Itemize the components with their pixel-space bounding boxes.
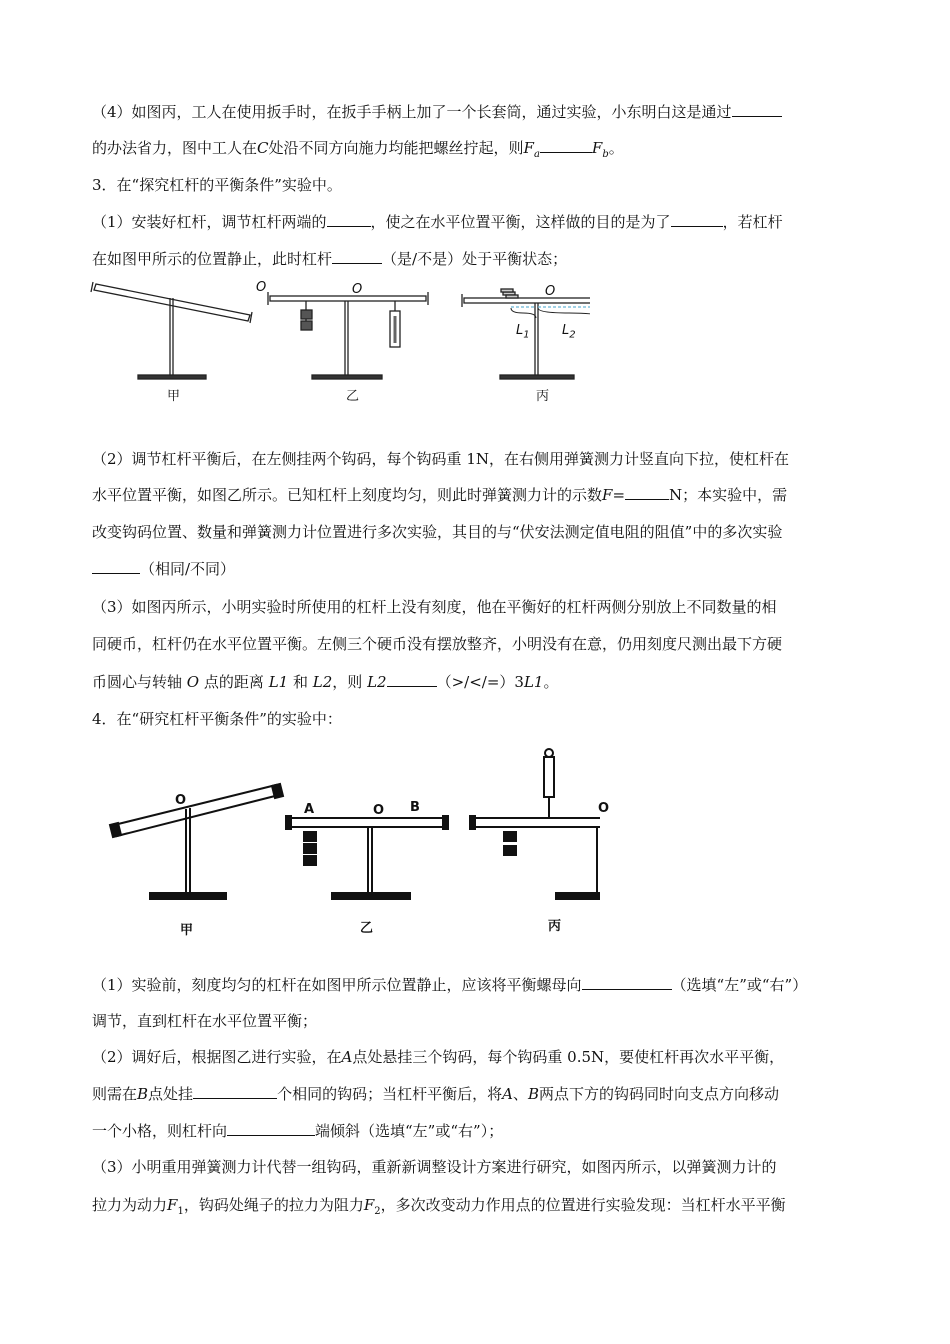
fig-label-O: O	[175, 793, 187, 808]
text: （>/</=）3	[436, 673, 524, 691]
fig-caption-jia: 甲	[167, 389, 181, 404]
text: 一个小格，则杠杆向	[92, 1122, 228, 1140]
q4-p2-line2	[92, 1084, 779, 1104]
fig-label-A: A	[304, 802, 315, 817]
q3-p3-line2: 同硬币，杠杆仍在水平位置平衡。左侧三个硬币没有摆放整齐，小明没有在意，仍用刻度尺测出最下方硬	[92, 635, 783, 653]
text: 水平位置平衡，如图乙所示。已知杠杆上刻度均匀，则此时弹簧测力计的示数	[92, 486, 603, 504]
lever-tilted	[91, 282, 252, 379]
answer-blank[interactable]	[193, 1084, 277, 1099]
text: ，钩码处绳子的拉力为阻力	[183, 1196, 364, 1214]
answer-blank[interactable]	[92, 559, 140, 574]
answer-blank[interactable]	[540, 138, 592, 153]
symbol: L2	[367, 673, 387, 691]
force-symbol: F	[363, 1196, 375, 1214]
q3-p3-line1: （3）如图丙所示，小明实验时所使用的杠杆上没有刻度，他在平衡好的杠杆两侧分别放上不同数量的相	[92, 598, 777, 616]
q4-p2-line3	[92, 1121, 503, 1141]
answer-blank[interactable]	[625, 485, 669, 500]
q2-4-line2	[92, 138, 624, 165]
text: （是/不是）处于平衡状态；	[382, 250, 568, 268]
q4-p1-line2: 调节，直到杠杆在水平位置平衡；	[92, 1012, 318, 1030]
symbol: L2	[312, 673, 333, 691]
text: （相同/不同）	[140, 560, 236, 578]
q4-title: 4．在“研究杠杆平衡条件”的实验中：	[92, 710, 342, 728]
force-symbol: F	[523, 139, 534, 157]
lever-tilted-2	[110, 784, 283, 899]
fig-label-O: O	[352, 282, 363, 297]
q3-p1-line1	[92, 212, 783, 232]
text: 拉力为动力	[92, 1196, 168, 1214]
text: （2）调好后，根据图乙进行实验，在	[92, 1048, 342, 1066]
q4-p3-line1: （3）小明重用弹簧测力计代替一组钩码，重新新调整设计方案进行研究，如图丙所示，以弹簧测力计的	[92, 1158, 777, 1176]
q4-p1-line1	[92, 975, 807, 995]
point-label: B	[137, 1085, 149, 1103]
fig-caption-bing: 丙	[536, 389, 550, 404]
q3-p2-line1: （2）调节杠杆平衡后，在左侧挂两个钩码，每个钩码重 1N，在右侧用弹簧测力计竖直向下拉，使杠杆在	[92, 450, 789, 468]
force-symbol: F	[167, 1196, 178, 1214]
q3-p1-line2	[92, 249, 567, 269]
text: （选填“左”或“右”）	[671, 976, 808, 994]
text: 点处悬挂三个钩码，每个钩码重 0.5N，要使杠杆再次水平平衡，	[352, 1048, 785, 1066]
text: （1）实验前，刻度均匀的杠杆在如图甲所示位置静止，应该将平衡螺母向	[92, 976, 582, 994]
text: =	[612, 486, 626, 504]
fig-label-L2: $L_2$	[562, 323, 576, 341]
subscript: 1	[177, 1206, 184, 1217]
text: ，多次改变动力作用点的位置进行实验发现：当杠杆水平平衡	[380, 1196, 786, 1214]
point-label: A	[341, 1048, 353, 1066]
text: （1）安装好杠杆，调节杠杆两端的	[92, 213, 327, 231]
q4-p2-line1	[92, 1047, 784, 1067]
text: 个相同的钩码；当杠杆平衡后，将	[277, 1085, 503, 1103]
lever-AB	[286, 816, 448, 899]
text: 的办法省力，图中工人在	[92, 139, 258, 157]
answer-blank[interactable]	[582, 975, 672, 990]
force-symbol: F	[602, 486, 613, 504]
answer-blank[interactable]	[387, 672, 437, 687]
answer-blank[interactable]	[332, 249, 382, 264]
answer-blank[interactable]	[732, 102, 782, 117]
q4-p3-line2	[92, 1195, 786, 1222]
answer-blank[interactable]	[327, 212, 371, 227]
q4-figures	[100, 745, 600, 915]
text: 在如图甲所示的位置静止，此时杠杆	[92, 250, 333, 268]
answer-blank[interactable]	[671, 212, 723, 227]
fig-label-B: B	[410, 800, 420, 815]
text: N；本实验中，需	[669, 486, 788, 504]
text: ，使之在水平位置平衡，这样做的目的是为了	[370, 213, 671, 231]
q3-p2-line3: 改变钩码位置、数量和弹簧测力计位置进行多次实验，其目的与“伏安法测定值电阻的阻值”中的多次实验	[92, 523, 783, 541]
text: 处沿不同方向施力均能把螺丝拧起，则	[268, 139, 524, 157]
point-label: A	[502, 1085, 513, 1103]
q3-p3-line3	[92, 672, 559, 692]
fig-caption-yi: 乙	[360, 921, 374, 936]
text: 端倾斜（选填“左”或“右”）；	[315, 1122, 504, 1140]
force-symbol: F	[591, 139, 603, 157]
fig-label-O: O	[545, 284, 556, 299]
lever-weights-spring	[268, 292, 428, 379]
text: 、	[512, 1085, 528, 1103]
text: 两点下方的钩码同时向支点方向移动	[538, 1085, 779, 1103]
fig-label-O: O	[598, 801, 610, 816]
text: 。	[608, 139, 624, 157]
text: ，则	[332, 673, 363, 691]
text: ，若杠杆	[722, 213, 783, 231]
fig-caption-bing: 丙	[548, 919, 562, 934]
text: 。	[543, 673, 559, 691]
q3-figures	[90, 278, 590, 403]
fig-label-O: O	[256, 280, 267, 295]
subscript: a	[533, 149, 540, 160]
point-label: B	[527, 1085, 539, 1103]
q3-p2-line4	[92, 559, 235, 579]
text: （4）如图丙，工人在使用扳手时，在扳手手柄上加了一个长套筒，通过实验，小东明白这是通过	[92, 103, 732, 121]
symbol: L1	[523, 673, 544, 691]
q2-4-line1	[92, 102, 782, 122]
subscript: 2	[374, 1206, 381, 1217]
point-label: C	[257, 139, 269, 157]
text: 和	[292, 673, 308, 691]
lever-spring	[470, 749, 600, 899]
answer-blank[interactable]	[227, 1121, 315, 1136]
fig-caption-jia: 甲	[180, 923, 194, 938]
text: 点的距离	[203, 673, 264, 691]
fig-label-O: O	[373, 803, 385, 818]
q3-p2-line2	[92, 485, 787, 505]
symbol: L1	[268, 673, 289, 691]
text: 币圆心与转轴	[92, 673, 183, 691]
subscript: b	[602, 149, 609, 160]
point-label: O	[186, 673, 200, 691]
fig-label-L1: $L_1$	[516, 323, 530, 341]
text: 点处挂	[148, 1085, 194, 1103]
q3-title: 3．在“探究杠杆的平衡条件”实验中。	[92, 176, 342, 194]
text: 则需在	[92, 1085, 138, 1103]
fig-caption-yi: 乙	[346, 389, 360, 404]
